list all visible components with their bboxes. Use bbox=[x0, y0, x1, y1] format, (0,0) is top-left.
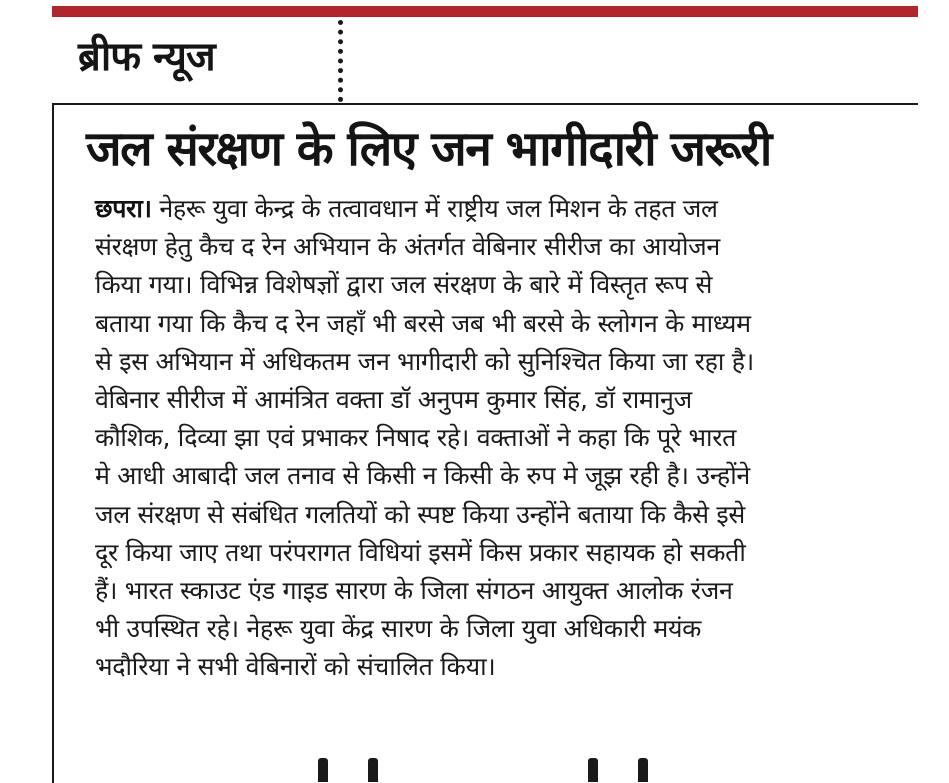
article-body-line: से इस अभियान में अधिकतम जन भागीदारी को सुनिश्चित किया जा रहा है। bbox=[95, 346, 754, 376]
article-body-line: बताया गया कि कैच द रेन जहाँ भी बरसे जब भी बरसे के स्लोगन के माध्यम bbox=[95, 308, 751, 338]
dotted-divider bbox=[338, 20, 343, 102]
article-body-line: भी उपस्थित रहे। नेहरू युवा केंद्र सारण के जिला युवा अधिकारी मयंक bbox=[95, 614, 702, 644]
article-body-line: कौशिक, दिव्या झा एवं प्रभाकर निषाद रहे। वक्ताओं ने कहा कि पूरे भारत bbox=[95, 423, 737, 453]
article-body-line: भदौरिया ने सभी वेबिनारों को संचालित किया। bbox=[95, 652, 496, 682]
cropped-glyph bbox=[368, 758, 378, 782]
cropped-glyph bbox=[318, 758, 328, 782]
cropped-glyph bbox=[638, 758, 648, 782]
top-red-rule bbox=[52, 6, 918, 17]
article-body-line: मे आधी आबादी जल तनाव से किसी न किसी के रुप मे जूझ रही है। उन्होंने bbox=[95, 461, 750, 491]
article-body-line: दूर किया जाए तथा परंपरागत विधियां इसमें किस प्रकार सहायक हो सकती bbox=[95, 537, 746, 567]
cropped-glyph bbox=[588, 758, 598, 782]
article-body-line: हैं। भारत स्काउट एंड गाइड सारण के जिला संगठन आयुक्त आलोक रंजन bbox=[95, 576, 733, 606]
article-body bbox=[95, 190, 915, 687]
article-body-line-text: नेहरू युवा केन्द्र के तत्वावधान में राष्ट्रीय जल मिशन के तहत जल bbox=[151, 194, 718, 223]
article-body-line: संरक्षण हेतु कैच द रेन अभियान के अंतर्गत वेबिनार सीरीज का आयोजन bbox=[95, 232, 720, 262]
article-body-line: जल संरक्षण से संबंधित गलतियों को स्पष्ट किया उन्होंने बताया कि कैसे इसे bbox=[95, 499, 745, 529]
article-body-line bbox=[95, 190, 915, 228]
article-body-line: वेबिनार सीरीज में आमंत्रित वक्ता डॉ अनुपम कुमार सिंह, डॉ रामानुज bbox=[95, 385, 692, 415]
section-label: ब्रीफ न्यूज bbox=[78, 34, 215, 80]
article-headline: जल संरक्षण के लिए जन भागीदारी जरूरी bbox=[86, 121, 771, 177]
cropped-next-headline bbox=[118, 752, 678, 782]
article-dateline: छपरा। bbox=[95, 194, 152, 223]
article-body-line: किया गया। विभिन्न विशेषज्ञों द्वारा जल संरक्षण के बारे में विस्तृत रूप से bbox=[95, 270, 713, 300]
